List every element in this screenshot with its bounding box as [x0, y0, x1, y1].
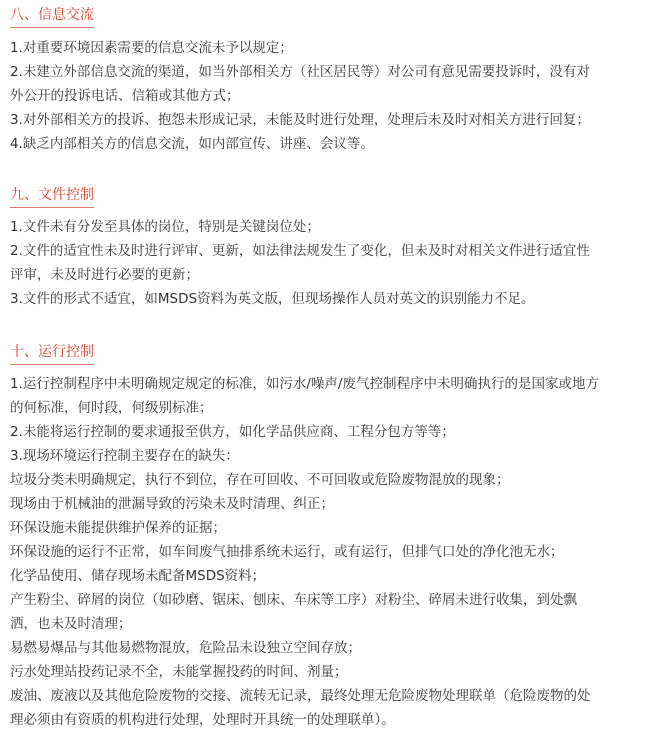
list-item: 1.文件未有分发至具体的岗位，特别是关键岗位处； — [10, 219, 320, 235]
section-heading-text: 八、信息交流 — [10, 7, 94, 23]
list-item: 2.未建立外部信息交流的渠道，如当外部相关方（社区居民等）对公司有意见需要投诉时，没有对 — [10, 64, 590, 80]
section-heading-text: 十、运行控制 — [10, 344, 94, 360]
list-item: 2.文件的适宜性未及时进行评审、更新，如法律法规发生了变化，但未及时对相关文件进行适宜性 — [10, 243, 590, 259]
list-item: 3.文件的形式不适宜，如MSDS资料为英文版，但现场操作人员对英文的识别能力不足。 — [10, 291, 535, 307]
heading-underline — [10, 364, 94, 365]
list-item: 评审，未及时进行必要的更新； — [10, 267, 199, 283]
list-item: 产生粉尘、碎屑的岗位（如砂磨、锯床、刨床、车床等工序）对粉尘、碎屑未进行收集，到处飘 — [10, 592, 577, 608]
section-heading-operation-control — [10, 342, 94, 362]
list-item: 洒，也未及时清理； — [10, 616, 132, 632]
list-item: 4.缺乏内部相关方的信息交流，如内部宣传、讲座、会议等。 — [10, 136, 374, 152]
section-body-operation-control — [10, 372, 655, 732]
list-item: 易燃易爆品与其他易燃物混放，危险品未设独立空间存放； — [10, 640, 361, 656]
list-item: 现场由于机械油的泄漏导致的污染未及时清理、纠正； — [10, 496, 334, 512]
section-body-document-control — [10, 215, 655, 311]
list-item: 理必须由有资质的机构进行处理，处理时开具统一的处理联单）。 — [10, 712, 395, 728]
list-item: 的何标准，何时段，何级别标准； — [10, 400, 213, 416]
list-item: 污水处理站投药记录不全，未能掌握投药的时间、剂量； — [10, 664, 348, 680]
list-item: 3.对外部相关方的投诉、抱怨未形成记录，未能及时进行处理，处理后未及时对相关方进行回复； — [10, 112, 590, 128]
section-heading-document-control — [10, 185, 94, 205]
list-item: 1.运行控制程序中未明确规定规定的标准，如污水/噪声/废气控制程序中未明确执行的是国家或地方 — [10, 376, 599, 392]
section-body-info-exchange — [10, 36, 655, 156]
heading-underline — [10, 207, 94, 208]
list-item: 化学品使用、储存现场未配备MSDS资料； — [10, 568, 266, 584]
list-item: 垃圾分类未明确规定，执行不到位，存在可回收、不可回收或危险废物混放的现象； — [10, 472, 510, 488]
section-heading-text: 九、文件控制 — [10, 187, 94, 203]
list-item: 环保设施未能提供维护保养的证据； — [10, 520, 226, 536]
list-item: 环保设施的运行不正常，如车间废气抽排系统未运行，或有运行，但排气口处的净化池无水； — [10, 544, 564, 560]
heading-underline — [10, 27, 94, 28]
list-item: 1.对重要环境因素需要的信息交流未予以规定； — [10, 40, 293, 56]
list-item: 废油、废液以及其他危险废物的交接、流转无记录，最终处理无危险废物处理联单（危险废物的处 — [10, 688, 591, 704]
section-heading-info-exchange — [10, 5, 94, 25]
list-item: 2.未能将运行控制的要求通报至供方，如化学品供应商、工程分包方等等； — [10, 424, 455, 440]
list-item: 外公开的投诉电话、信箱或其他方式； — [10, 88, 240, 104]
list-item: 3.现场环境运行控制主要存在的缺失： — [10, 448, 239, 464]
